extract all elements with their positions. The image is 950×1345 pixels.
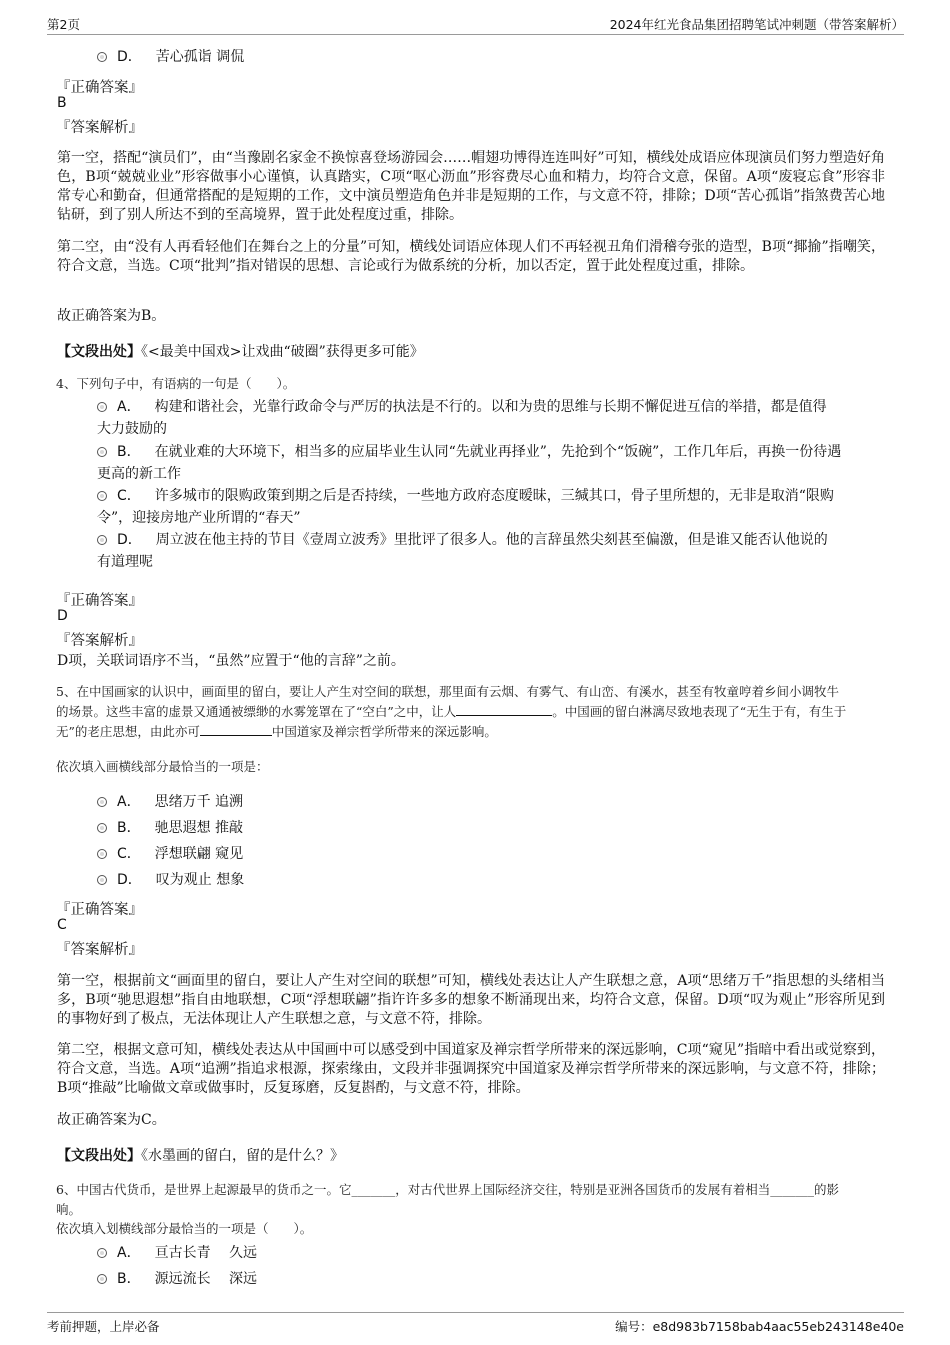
radio-icon[interactable] bbox=[97, 875, 107, 885]
radio-icon[interactable] bbox=[97, 823, 107, 833]
correct-answer-label: 『正确答案』 bbox=[56, 80, 143, 96]
q5-option-c[interactable]: C． 浮想联翩 窥见 bbox=[97, 843, 243, 865]
q3-analysis-2: 第二空，由“没有人再看轻他们在舞台之上的分量”可知，横线处词语应体现人们不再轻视丑角们滑稽夸张的造型，B项“揶揄”指嘲笑，符合文意，当选。C项“批判”指对错误的思想、言论或行为做系统的分析，加以否定，置于此处程度过重，排除。 bbox=[57, 239, 885, 274]
q3-analysis-3: 故正确答案为B。 bbox=[57, 308, 166, 324]
q6-option-b[interactable]: B． 源远流长 深远 bbox=[97, 1268, 257, 1290]
q6-prompt: 依次填入划横线部分最恰当的一项是（ ）。 bbox=[56, 1221, 313, 1236]
page-header bbox=[47, 12, 904, 35]
q5-stem: 5、在中国画家的认识中，画面里的留白，要让人产生对空间的联想，那里面有云烟、有雾气、有山峦、有溪水，甚至有牧童哼着乡间小调牧牛 的场景。这些丰富的虚景又通通被缥缈的水雾笼罩在了“空白”之中，让人 。中国画的留白淋漓尽致地表现了“无生于有，有生于 无”的老庄思想，由此亦可 中国道家及禅宗哲学所带来的深远影响。 bbox=[56, 684, 847, 739]
q5-option-b[interactable]: B． 驰思遐想 推敲 bbox=[97, 817, 243, 839]
q5-analysis-1: 第一空，根据前文“画面里的留白，要让人产生对空间的联想”可知，横线处表达让人产生联想之意，A项“思绪万千”指思想的头绪相当多，B项“驰思遐想”指自由地联想，C项“浮想联翩”指许许多多的想象不断涌现出来，均符合文意，保留。D项“叹为观止”形容所见到的事物好到了极点，无法体现让人产生联想之意，与文意不符，排除。 bbox=[57, 973, 885, 1027]
page-number: 第2页 bbox=[47, 17, 80, 32]
q4-option-c[interactable]: C． 许多城市的限购政策到期之后是否持续，一些地方政府态度暧昧，三缄其口，骨子里所想的，无非是取消“限购 令”，迎接房地产业所谓的“春天” bbox=[97, 488, 834, 526]
radio-icon[interactable] bbox=[97, 447, 107, 457]
q5-source: 【文段出处】《水墨画的留白，留的是什么？》 bbox=[57, 1148, 344, 1164]
radio-icon[interactable] bbox=[97, 491, 107, 501]
q4-option-a[interactable]: A． 构建和谐社会，光靠行政命令与严厉的执法是不行的。以和为贵的思维与长期不懈促进互信的举措，都是值得 大力鼓励的 bbox=[97, 399, 827, 437]
q4-analysis: D项，关联词语序不当，“虽然”应置于“他的言辞”之前。 bbox=[57, 653, 405, 669]
analysis-label: 『答案解析』 bbox=[56, 633, 143, 649]
document-code: 编号：e8d983b7158bab4aac55eb243148e40e bbox=[615, 1319, 904, 1334]
analysis-label: 『答案解析』 bbox=[56, 942, 143, 958]
correct-answer-label: 『正确答案』 bbox=[56, 593, 143, 609]
document-title: 2024年红光食品集团招聘笔试冲刺题（带答案解析） bbox=[609, 17, 904, 32]
radio-icon[interactable] bbox=[97, 797, 107, 807]
footer-slogan: 考前押题，上岸必备 bbox=[47, 1319, 160, 1334]
q5-analysis-2: 第二空，根据文意可知，横线处表达从中国画中可以感受到中国道家及禅宗哲学所带来的深远影响，C项“窥见”指暗中看出或觉察到，符合文意，当选。A项“追溯”指追求根源，探索缘由，文段并非强调探究中国道家及禅宗哲学所带来的深远影响，与文意不符，排除；B项“推敲”比喻做文章或做事时，反复琢磨，反复斟酌，与文意不符，排除。 bbox=[57, 1042, 885, 1096]
q3-option-d[interactable]: D． 苦心孤诣 调侃 bbox=[97, 46, 244, 68]
q6-stem: 6、中国古代货币，是世界上起源最早的货币之一。它_______，对古代世界上国际经济交往，特别是亚洲各国货币的发展有着相当_______的影 响。 bbox=[56, 1182, 839, 1217]
q3-source: 【文段出处】《<最美中国戏>让戏曲“破圈”获得更多可能》 bbox=[57, 344, 424, 360]
q6-option-a[interactable]: A． 亘古长青 久远 bbox=[97, 1242, 257, 1264]
q5-option-d[interactable]: D． 叹为观止 想象 bbox=[97, 869, 244, 891]
q4-option-b[interactable]: B． 在就业难的大环境下，相当多的应届毕业生认同“先就业再择业”，先抢到个“饭碗”，工作几年后，再换一份待遇 更高的新工作 bbox=[97, 444, 842, 482]
radio-icon[interactable] bbox=[97, 1274, 107, 1284]
page-footer bbox=[47, 1312, 904, 1337]
radio-icon[interactable] bbox=[97, 52, 107, 62]
correct-answer-label: 『正确答案』 bbox=[56, 902, 143, 918]
radio-icon[interactable] bbox=[97, 535, 107, 545]
q5-analysis-3: 故正确答案为C。 bbox=[57, 1112, 166, 1128]
analysis-label: 『答案解析』 bbox=[56, 120, 143, 136]
q4-answer: D bbox=[57, 608, 68, 624]
q5-answer: C bbox=[57, 917, 67, 933]
radio-icon[interactable] bbox=[97, 849, 107, 859]
q5-option-a[interactable]: A． 思绪万千 追溯 bbox=[97, 791, 243, 813]
radio-icon[interactable] bbox=[97, 1248, 107, 1258]
q3-answer: B bbox=[57, 95, 67, 111]
q5-prompt: 依次填入画横线部分最恰当的一项是： bbox=[56, 759, 269, 774]
q4-option-d[interactable]: D． 周立波在他主持的节目《壹周立波秀》里批评了很多人。他的言辞虽然尖刻甚至偏激，但是谁又能否认他说的 有道理呢 bbox=[97, 532, 828, 570]
q3-analysis-1: 第一空，搭配“演员们”，由“当豫剧名家金不换惊喜登场游园会……帽翅功博得连连叫好”可知，横线处成语应体现演员们努力塑造好角色，B项“兢兢业业”形容做事小心谨慎，认真踏实，C项“呕心沥血”形容费尽心血和精力，均符合文意，保留。A项“废寝忘食”形容非常专心和勤奋，但通常搭配的是短期的工作，文中演员塑造角色并非是短期的工作，与文意不符，排除；D项“苦心孤诣”指煞费苦心地钻研，到了别人所达不到的至高境界，置于此处程度过重，排除。 bbox=[57, 150, 885, 223]
radio-icon[interactable] bbox=[97, 402, 107, 412]
q4-stem: 4、下列句子中，有语病的一句是（ ）。 bbox=[56, 376, 296, 391]
